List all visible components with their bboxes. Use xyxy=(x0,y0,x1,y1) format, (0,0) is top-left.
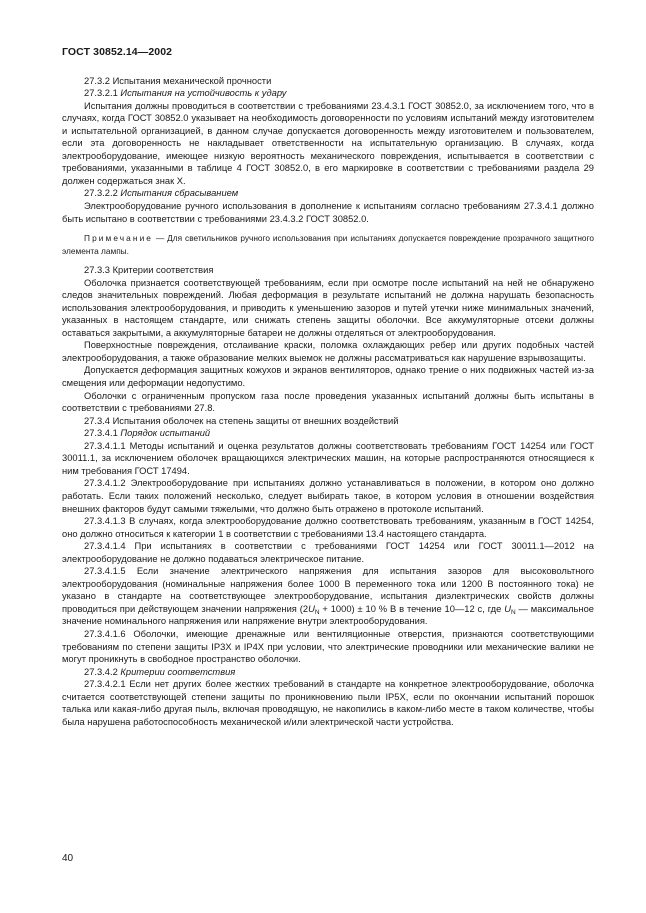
paragraph: 27.3.4.1.3 В случаях, когда электрооборудование должно соответствовать требованиям, указанным в ГОСТ 14254, оно должно относиться к категории 1 в соответствии с требованиями 13.4 настоящего стандарта. xyxy=(62,516,594,539)
subsection-heading-27-3-2-2 xyxy=(62,187,594,200)
section-heading-27-3-4: 27.3.4 Испытания оболочек на степень защиты от внешних воздействий xyxy=(84,415,399,426)
section-heading-27-3-3: 27.3.3 Критерии соответствия xyxy=(84,265,214,276)
subsection-number: 27.3.2.2 xyxy=(84,188,118,199)
subsection-title: Порядок испытаний xyxy=(120,428,211,439)
paragraph: Испытания должны проводиться в соответствии с требованиями 23.4.3.1 ГОСТ 30852.0, за исключением того, что в случаях, когда ГОСТ 30852.0 указывает на необходимость договоренности по условиям испытаний между изготовителем и испытательной организацией, в данном случае допускается договоренность между изготовителем и пользователем, если эта договоренность не накладывает ответственности на испытательную организацию. В случаях, когда электрооборудование, имеющее низкую вероятность механического повреждения, испытывается в соответствии с требованиями, указанными в таблице 4 ГОСТ 30852.0, в его маркировке в соответствии с требованиями раздела 29 должен содержаться знак X. xyxy=(62,100,594,186)
paragraph: 27.3.4.2.1 Если нет других более жестких требований в стандарте на конкретное электрооборудование, оболочка считается соответствующей степени защиты по проникновению пыли IP5X, если по окончании испытаний порошок талька или какая-либо другая пыль, включая проводящую, не накопились в каком-либо месте в таком количестве, чтобы была нарушена работоспособность механической и/или электрической части устройства. xyxy=(62,679,594,727)
document-page xyxy=(62,46,594,728)
note xyxy=(62,232,594,257)
section-heading-27-3-2: 27.3.2 Испытания механической прочности xyxy=(84,75,272,86)
subsection-heading-27-3-4-1 xyxy=(62,427,594,440)
paragraph: Оболочка признается соответствующей требованиям, если при осмотре после испытаний на ней не обнаружено следов значительных повреждений. Любая деформация в результате испытаний не должна нарушать безопасность использования электрооборудования, и приводить к уменьшению зазоров и путей утечки ниже минимальных значений, указанных в настоящем стандарте, или снижать степень защиты оболочки. Все аккумуляторные отсеки должны оставаться закрытыми, а аккумуляторные батареи не должны отделяться от электрооборудования. xyxy=(62,277,594,338)
subscript-n: N xyxy=(510,608,516,616)
note-label: Примечание xyxy=(84,233,154,244)
note-text: — Для светильников ручного использования при испытаниях допускается повреждение прозрачного защитного элемента лампы. xyxy=(62,233,594,256)
text-run: 27.3.4.1.5 Если значение электрического напряжения для испытания зазоров для высоковольтного электрооборудования (номинальные напряжения более 1000 В переменного тока или 1200 В постоянного тока) не указано в стандарте на соответствующее электрооборудование, испытания диэлектрических свойств должны проводиться при действующем значении напряжения (2 xyxy=(62,566,594,614)
page-number: 40 xyxy=(62,853,74,864)
subsection-title: Испытания на устойчивость к удару xyxy=(120,88,287,99)
document-header: ГОСТ 30852.14—2002 xyxy=(62,46,173,58)
subscript-n: N xyxy=(314,608,320,616)
paragraph-formula xyxy=(62,565,594,628)
paragraph: 27.3.4.1.2 Электрооборудование при испытаниях должно устанавливаться в положении, в котором оно должно работать. Если таких положений несколько, следует выбирать такое, в котором условия в отношении воздействия внешних факторов будут самыми тяжелыми, что должно быть отражено в протоколе испытаний. xyxy=(62,478,594,514)
subsection-heading-27-3-4-2 xyxy=(62,666,594,679)
subsection-number: 27.3.2.1 xyxy=(84,88,118,99)
paragraph: 27.3.4.1.4 При испытаниях в соответствии с требованиями ГОСТ 14254 или ГОСТ 30011.1—2012 на электрооборудование не должно подаваться электрическое питание. xyxy=(62,541,594,564)
paragraph: Допускается деформация защитных кожухов и экранов вентиляторов, однако трение о них подвижных частей из-за смещения или деформации недопустимо. xyxy=(62,365,594,389)
subsection-number: 27.3.4.1 xyxy=(84,428,118,439)
subsection-title: Критерии соответствия xyxy=(120,666,236,677)
paragraph: 27.3.4.1.1 Методы испытаний и оценка результатов должны соответствовать требованиям ГОСТ 14254 или ГОСТ 30011.1, за исключением оболочек вращающихся электрических машин, на которые распространяются относящиеся к ним требования ГОСТ 17494. xyxy=(62,440,594,476)
paragraph: Оболочки с ограниченным пропуском газа после проведения указанных испытаний должны быть испытаны в соответствии с требованиями 27.8. xyxy=(62,390,594,414)
symbol-u: U xyxy=(308,603,315,614)
paragraph: Электрооборудование ручного использования в дополнение к испытаниям согласно требованиям 27.3.4.1 должно быть испытано в соответствии с требованиями 23.4.3.2 ГОСТ 30852.0. xyxy=(62,201,594,224)
subsection-heading-27-3-2-1 xyxy=(62,87,594,100)
subsection-number: 27.3.4.2 xyxy=(84,666,118,677)
paragraph: Поверхностные повреждения, отслаивание краски, поломка охлаждающих ребер или других подобных частей электрооборудования, а также образование мелких выемок не должны рассматриваться как нарушение взрывозащиты. xyxy=(62,340,594,363)
symbol-u: U xyxy=(504,603,511,614)
text-run: + 1000) ± 10 % В в течение 10—12 с, где xyxy=(319,603,505,614)
paragraph: 27.3.4.1.6 Оболочки, имеющие дренажные или вентиляционные отверстия, признаются соответствующими требованиям по степени защиты IP3X и IP4X при условии, что электрические проводники или механические валики не могут проникнуть в свободное пространство оболочки. xyxy=(62,628,594,665)
subsection-title: Испытания сбрасыванием xyxy=(120,188,239,199)
text-run: — максимальное значение номинального напряжения или напряжение внутри электрооборудования. xyxy=(62,603,594,627)
